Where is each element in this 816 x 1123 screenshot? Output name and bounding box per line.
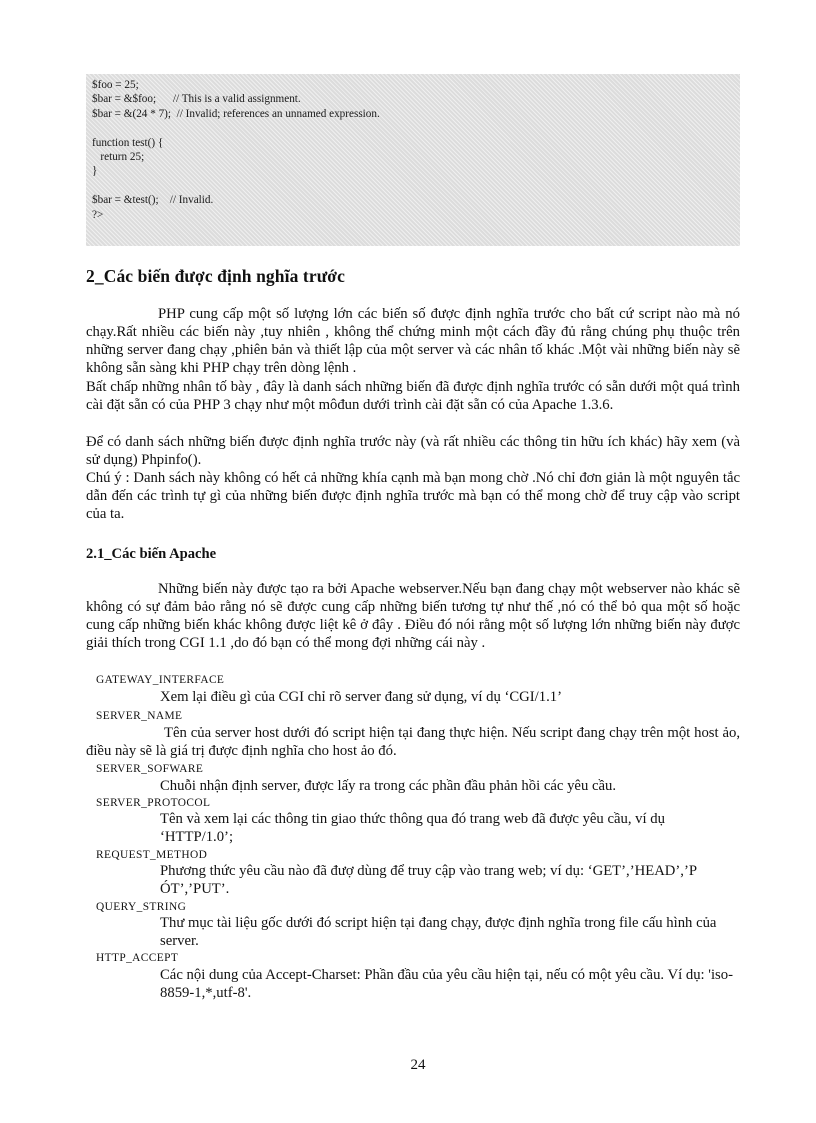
variable-name: HTTP_ACCEPT [96,952,179,964]
variable-name: SERVER_NAME [96,710,183,722]
variable-description: Tên của server host dưới đó script hiện tại đang thực hiện. Nếu script đang chạy trên một host ảo, điều này sẽ là giá trị được định nghĩa cho host ảo đó. [86,725,740,760]
code-line: } [92,165,98,178]
variable-description: Thư mục tài liệu gốc dưới đó script hiện tại đang chạy, được định nghĩa trong file cấu hình của server. [160,915,717,950]
code-line: function test() { [92,136,164,149]
page-number: 24 [410,1057,426,1073]
subsection-heading: 2.1_Các biến Apache [86,546,217,562]
code-line: ?> [92,208,104,221]
code-line: $foo = 25; [92,79,139,91]
variable-description: Phương thức yêu cầu nào đã đượ dùng để truy cập vào trang web; ví dụ: ‘GET’,’HEAD’,’P ÓT’,’PUT’. [160,863,697,898]
paragraph: Để có danh sách những biến được định nghĩa trước này (và rất nhiều các thông tin hữu ích khác) hãy xem (và sử dụng) Phpinfo(). [86,434,740,469]
variable-description: Xem lại điều gì của CGI chỉ rõ server đang sử dụng, ví dụ ‘CGI/1.1’ [160,689,562,705]
code-line [92,121,740,135]
paragraph: Những biến này được tạo ra bởi Apache webserver.Nếu bạn đang chạy một webserver nào khác sẽ không có sự đảm bảo rằng nó sẽ được cung cấp những biến tương tự như thế ,nó có thể bỏ qua một số hoặc cung cấp những biến khác không được liệt kê ở đây . Điều đó nói rằng một số lượng lớn những biến này được giải thích trong CGI 1.1 ,do đó bạn có thể mong đợi những cái này . [86,581,740,652]
variable-name: GATEWAY_INTERFACE [96,674,225,686]
variable-name: SERVER_SOFWARE [96,763,204,775]
variable-name: QUERY_STRING [96,901,187,913]
code-line: return 25; [92,150,145,163]
paragraph: Chú ý : Danh sách này không có hết cả những khía cạnh mà bạn mong chờ .Nó chỉ đơn giản là một nguyên tắc dẫn đến các trình tự gì của những biến được định nghĩa trước mà bạn có thể mong chờ để truy cập vào script của ta. [86,470,740,523]
variable-name: REQUEST_METHOD [96,849,208,861]
variable-name: SERVER_PROTOCOL [96,797,211,809]
variable-description: Chuỗi nhận định server, được lấy ra trong các phần đầu phản hồi các yêu cầu. [160,778,617,794]
code-line: $bar = &test(); // Invalid. [92,194,214,207]
section-heading: 2_Các biến được định nghĩa trước [86,266,345,286]
code-block [86,74,740,246]
paragraph: Bất chấp những nhân tố bày , đây là danh sách những biến đã được định nghĩa trước có sẵn dưới một quá trình cài đặt sẵn có của PHP 3 chạy như một môđun dưới trình cài đặt sẵn có của Apache 1.3.6. [86,379,740,414]
variable-description: Tên và xem lại các thông tin giao thức thông qua đó trang web đã được yêu cầu, ví dụ ‘HTTP/1.0’; [160,811,665,846]
code-line: $bar = &(24 * 7); // Invalid; references an unnamed expression. [92,107,380,120]
code-line [92,179,740,193]
paragraph: PHP cung cấp một số lượng lớn các biến số được định nghĩa trước cho bất cứ script nào mà nó chạy.Rất nhiều các biến này ,tuy nhiên , không thể chứng minh một cách đầy đủ rằng chúng phụ thuộc trên những server đang chạy ,phiên bản và thiết lập của một server và các nhân tố khác .Một vài những biến này sẽ không sẵn sàng khi PHP chạy trên dòng lệnh . [86,306,740,377]
variable-description: Các nội dung của Accept-Charset: Phần đầu của yêu cầu hiện tại, nếu có một yêu cầu. Ví dụ: 'iso-8859-1,*,utf-8'. [160,967,733,1002]
code-line: $bar = &$foo; // This is a valid assignment. [92,93,301,106]
